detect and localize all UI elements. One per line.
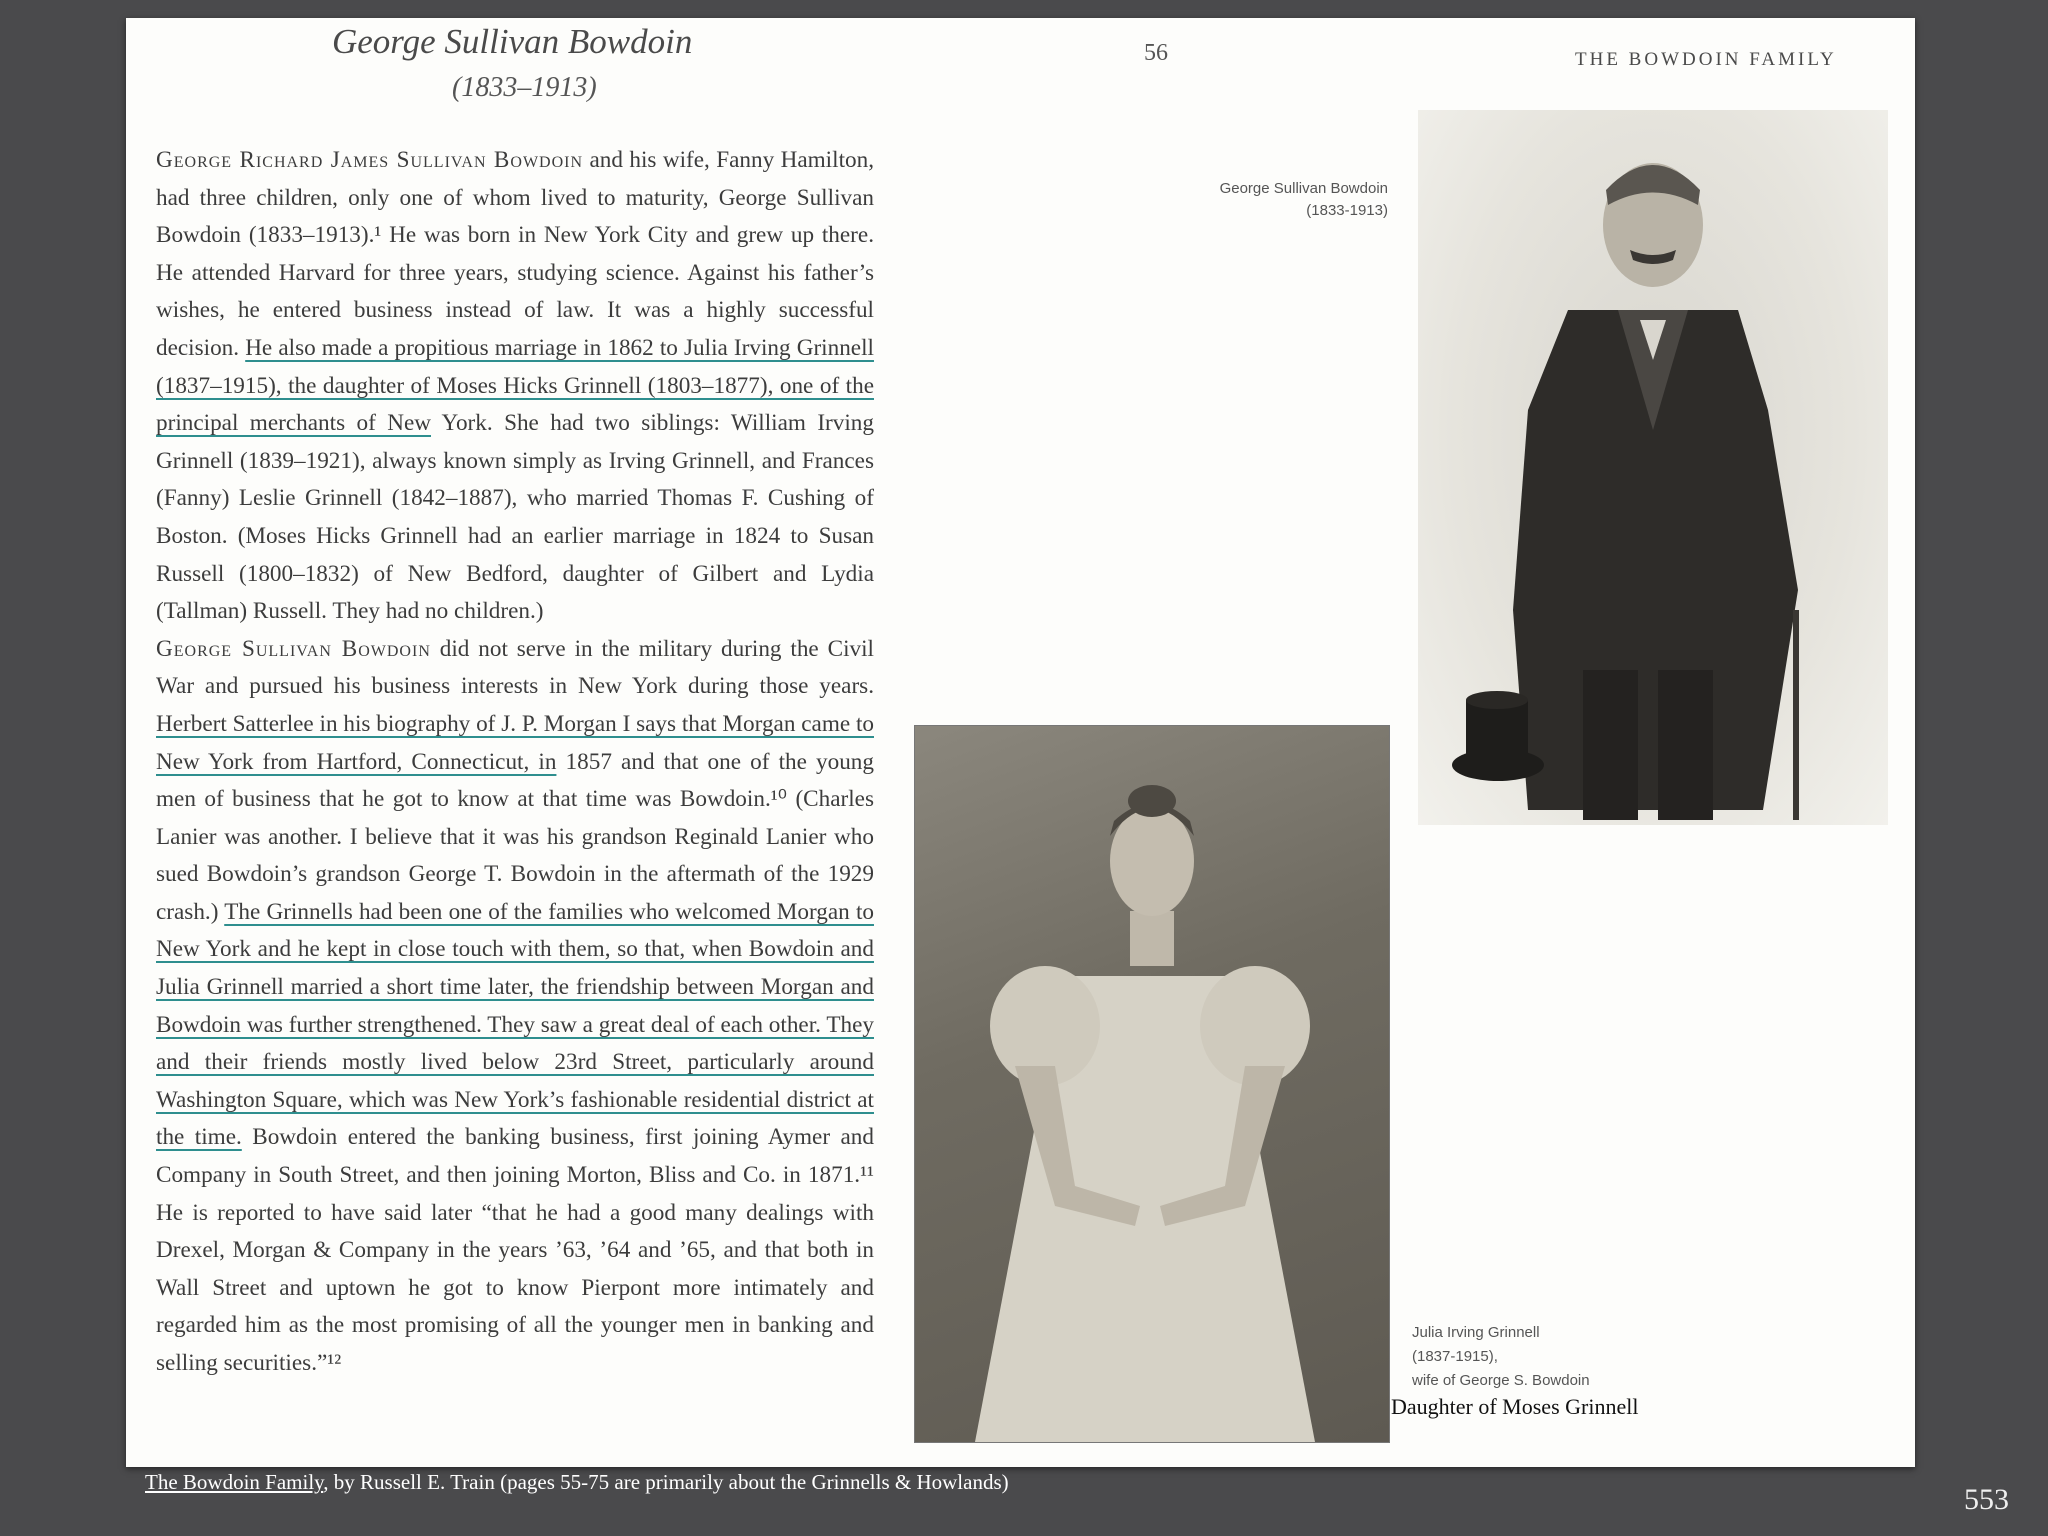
page-number: 56 <box>1144 40 1168 66</box>
added-annotation: Daughter of Moses Grinnell <box>1391 1394 1639 1419</box>
source-title-link[interactable]: The Bowdoin Family <box>145 1470 324 1494</box>
paragraph-2 <box>156 631 874 1383</box>
chapter-title: George Sullivan Bowdoin <box>332 22 693 61</box>
paragraph-lead: George Sullivan Bowdoin <box>156 635 431 662</box>
paragraph-lead: George Richard James Sullivan Bowdoin <box>156 147 584 173</box>
portrait-caption-woman <box>1412 1321 1672 1393</box>
text-run: 1857 and that one of the young men of business that he got to know at that time was Bowdoin.¹⁰ (Charles Lanier was another. I believe that it was his grandson Reginald Lanier who sued Bowdoin’s grandson George T. Bowdoin in the aftermath of the 1929 crash.) <box>156 748 874 925</box>
chapter-dates: (1833–1913) <box>452 72 597 103</box>
caption-name: Julia Irving Grinnell <box>1412 1324 1540 1341</box>
slide-number: 553 <box>1964 1483 2009 1516</box>
caption-dates: (1837-1915), <box>1412 1348 1498 1365</box>
source-details: , by Russell E. Train (pages 55-75 are primarily about the Grinnells & Howlands) <box>323 1470 1009 1494</box>
highlighted-passage: The Grinnells had been one of the families who welcomed Morgan to New York and he kept in close touch with them, so that, when Bowdoin and Julia Grinnell married a short time later, the friendship between Morgan and Bowdoin was further strengthened. They saw a great deal of each other. They and their friends mostly lived below 23rd Street, particularly around Washington Square, which was New York’s fashionable residential district at the time. <box>156 898 874 1151</box>
portrait-photo-man <box>1418 110 1888 825</box>
paragraph-1 <box>156 142 874 631</box>
caption-name: George Sullivan Bowdoin <box>1219 180 1388 197</box>
caption-relation: wife of George S. Bowdoin <box>1412 1372 1590 1389</box>
body-text <box>156 142 874 1383</box>
portrait-photo-woman <box>914 725 1390 1443</box>
text-run: did not serve in the military during the Civil War and pursued his business interests in New York during those years. <box>156 635 874 700</box>
man-portrait-illustration <box>1418 110 1888 825</box>
running-head: THE BOWDOIN FAMILY <box>1575 49 1837 70</box>
text-run: York. She had two siblings: William Irving Grinnell (1839–1921), always known simply as Irving Grinnell, and Frances (Fanny) Leslie Grinnell (1842–1887), who married Thomas F. Cushing of Boston. (Moses Hicks Grinnell had an earlier marriage in 1824 to Susan Russell (1800–1832) of New Bedford, daughter of Gilbert and Lydia (Tallman) Russell. They had no children.) <box>156 410 874 625</box>
caption-dates: (1833-1913) <box>1306 202 1388 219</box>
text-run: Bowdoin entered the banking business, first joining Aymer and Company in South Street, and then joining Morton, Bliss and Co. in 1871.¹¹ He is reported to have said later “that he had a good many dealings with Drexel, Morgan & Company in the years ’63, ’64 and ’65, and that both in Wall Street and uptown he got to know Pierpont more intimately and regarded him as the most promising of all the younger men in banking and selling securities.”¹² <box>156 1124 874 1376</box>
text-run: and his wife, Fanny Hamilton, had three children, only one of whom lived to maturity, George Sullivan Bowdoin (1833–1913).¹ He was born in New York City and grew up there. He attended Harvard for three years, studying science. Against his father’s wishes, he entered business instead of law. It was a highly successful decision. <box>156 147 874 361</box>
source-citation <box>145 1470 1009 1495</box>
highlighted-passage: He also made a propitious marriage in 1862 to Julia Irving Grinnell (1837–1915), the daughter of Moses Hicks Grinnell (1803–1877), one of the principal merchants of New <box>156 334 874 437</box>
portrait-caption-man <box>1140 178 1388 222</box>
highlighted-passage: Herbert Satterlee in his biography of J. P. Morgan I says that Morgan came to New York from Hartford, Connecticut, in <box>156 710 874 775</box>
woman-portrait-illustration <box>915 726 1389 1442</box>
